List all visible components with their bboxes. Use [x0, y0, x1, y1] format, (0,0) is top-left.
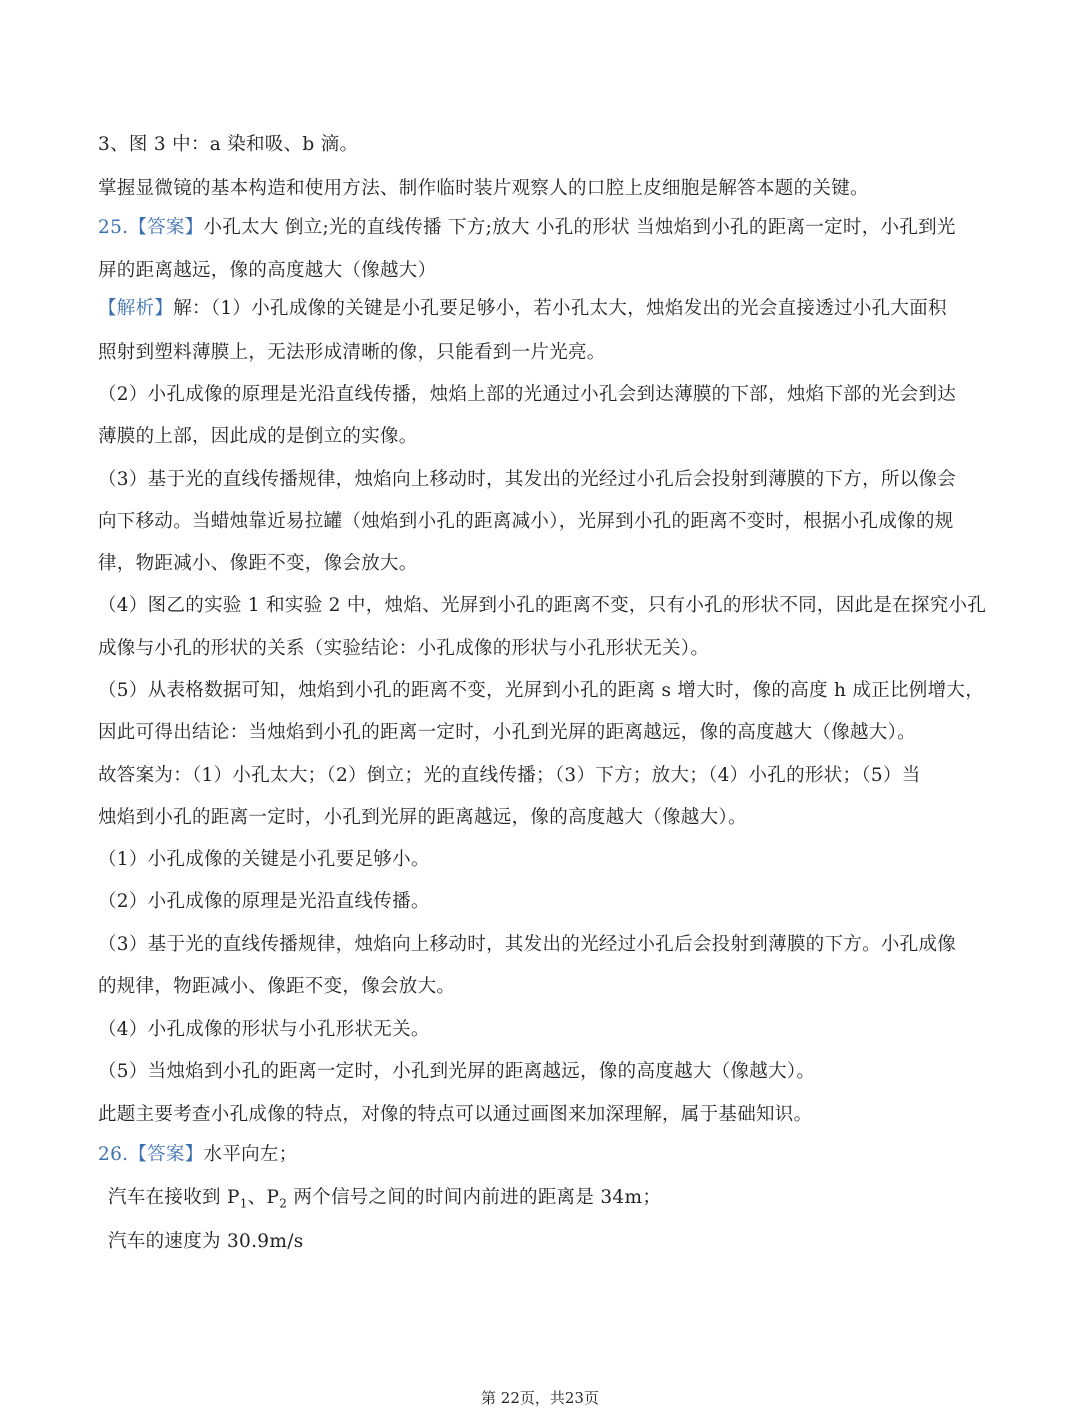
- text-line: （1）小孔成像的关键是小孔要足够小。: [98, 849, 430, 870]
- text-line: 成像与小孔的形状的关系（实验结论：小孔成像的形状与小孔形状无关）。: [98, 638, 710, 659]
- text-fragment: 汽车在接收到 P: [108, 1187, 240, 1208]
- text-line: 薄膜的上部，因此成的是倒立的实像。: [98, 426, 418, 447]
- text-line: 律，物距减小、像距不变，像会放大。: [98, 553, 418, 574]
- text-line: 3、图 3 中：a 染和吸、b 滴。: [98, 134, 359, 155]
- answer-label: 【答案】: [128, 217, 204, 238]
- answer-25-line: [98, 216, 956, 240]
- analysis-label: 【解析】: [98, 298, 174, 319]
- text-line: 屏的距离越远，像的高度越大（像越大）: [98, 260, 437, 281]
- text-line: 的规律，物距减小、像距不变，像会放大。: [98, 976, 456, 997]
- answer-text: 小孔太大 倒立;光的直线传播 下方;放大 小孔的形状 当烛焰到小孔的距离一定时，小孔到光: [203, 217, 956, 238]
- text-fragment: 两个信号之间的时间内前进的距离是 34m；: [287, 1187, 662, 1208]
- analysis-line: [98, 297, 947, 321]
- analysis-text: 解：（1）小孔成像的关键是小孔要足够小，若小孔太大，烛焰发出的光会直接透过小孔大面积: [173, 298, 947, 319]
- page-footer: 第 22页，共23页: [481, 1389, 599, 1407]
- text-line: （3）基于光的直线传播规律，烛焰向上移动时，其发出的光经过小孔后会投射到薄膜的下方。小孔成像: [98, 934, 957, 955]
- subscript: 1: [239, 1196, 248, 1211]
- text-line: 故答案为：（1）小孔太大；（2）倒立；光的直线传播；（3）下方；放大；（4）小孔的形状；（5）当: [98, 765, 921, 786]
- distance-line: [108, 1186, 661, 1216]
- text-line: （5）当烛焰到小孔的距离一定时，小孔到光屏的距离越远，像的高度越大（像越大）。: [98, 1061, 816, 1082]
- text-line: （4）图乙的实验 1 和实验 2 中，烛焰、光屏到小孔的距离不变，只有小孔的形状不同，因此是在探究小孔: [98, 595, 987, 616]
- text-line: （2）小孔成像的原理是光沿直线传播，烛焰上部的光通过小孔会到达薄膜的下部，烛焰下部的光会到达: [98, 384, 957, 405]
- answer-text: 水平向左；: [203, 1144, 298, 1165]
- text-line: 汽车的速度为 30.9m/s: [108, 1231, 304, 1252]
- text-fragment: 、P: [247, 1187, 280, 1208]
- text-line: （4）小孔成像的形状与小孔形状无关。: [98, 1019, 430, 1040]
- text-line: 掌握显微镜的基本构造和使用方法、制作临时装片观察人的口腔上皮细胞是解答本题的关键。: [98, 178, 869, 199]
- answer-26-line: [98, 1143, 298, 1167]
- answer-label: 【答案】: [128, 1144, 204, 1165]
- text-line: 向下移动。当蜡烛靠近易拉罐（烛焰到小孔的距离减小），光屏到小孔的距离不变时，根据小孔成像的规: [98, 511, 954, 532]
- text-line: （5）从表格数据可知，烛焰到小孔的距离不变，光屏到小孔的距离 s 增大时，像的高度 h 成正比例增大，: [98, 680, 985, 701]
- text-line: （2）小孔成像的原理是光沿直线传播。: [98, 891, 430, 912]
- text-line: 此题主要考查小孔成像的特点，对像的特点可以通过画图来加深理解，属于基础知识。: [98, 1104, 813, 1125]
- text-line: 因此可得出结论：当烛焰到小孔的距离一定时，小孔到光屏的距离越远，像的高度越大（像越大）。: [98, 722, 916, 743]
- text-line: 照射到塑料薄膜上，无法形成清晰的像，只能看到一片光亮。: [98, 342, 606, 363]
- text-line: 烛焰到小孔的距离一定时，小孔到光屏的距离越远，像的高度越大（像越大）。: [98, 807, 747, 828]
- question-number: 25.: [98, 217, 129, 238]
- subscript: 2: [279, 1196, 288, 1211]
- question-number: 26.: [98, 1144, 129, 1165]
- text-line: （3）基于光的直线传播规律，烛焰向上移动时，其发出的光经过小孔后会投射到薄膜的下方，所以像会: [98, 469, 957, 490]
